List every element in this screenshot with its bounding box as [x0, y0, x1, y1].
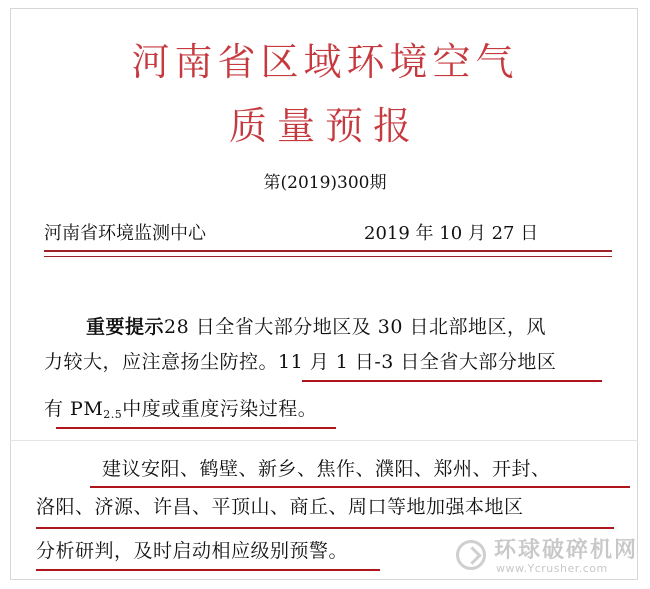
watermark-text: 环球破碎机网: [494, 538, 639, 563]
underline-notice-line3: [56, 427, 336, 429]
watermark-logo-icon: [456, 540, 486, 570]
underline-notice-line2: [302, 380, 602, 382]
advice-line-2: 洛阳、济源、许昌、平顶山、商丘、周口等地加强本地区: [36, 496, 524, 518]
notice-line1-text: 28 日全省大部分地区及 30 日北部地区，风: [164, 316, 546, 338]
notice-line-2: 力较大，应注意扬尘防控。11 月 1 日-3 日全省大部分地区: [44, 351, 557, 373]
header-rule-thick: [44, 250, 612, 252]
issue-date: 2019 年 10 月 27 日: [364, 223, 539, 244]
header-rule-thin: [44, 256, 612, 257]
notice-line3-prefix: 有 PM: [44, 398, 104, 420]
site-watermark: [456, 538, 639, 578]
issuer-name: 河南省环境监测中心: [44, 223, 206, 244]
section-separator: [10, 440, 638, 441]
underline-advice-line3: [36, 569, 380, 571]
advice-line-1: 建议安阳、鹤壁、新乡、焦作、濮阳、郑州、开封、: [102, 458, 551, 480]
notice-line-3: [44, 396, 317, 428]
advice-line-3: 分析研判，及时启动相应级别预警。: [36, 540, 349, 562]
underline-advice-line1: [90, 486, 630, 488]
notice-line3-suffix: 中度或重度污染过程。: [122, 398, 318, 420]
document-title-line2: 质量预报: [228, 104, 421, 148]
watermark-url: www.Ycrusher.com: [496, 562, 608, 575]
underline-advice-line2: [36, 527, 614, 529]
issue-number: 第(2019)300期: [263, 173, 387, 193]
notice-label: 重要提示: [86, 316, 165, 338]
notice-line-1: [86, 314, 546, 340]
pm-subscript: 2.5: [103, 408, 123, 421]
document-title-line1: 河南省区域环境空气: [131, 40, 519, 84]
